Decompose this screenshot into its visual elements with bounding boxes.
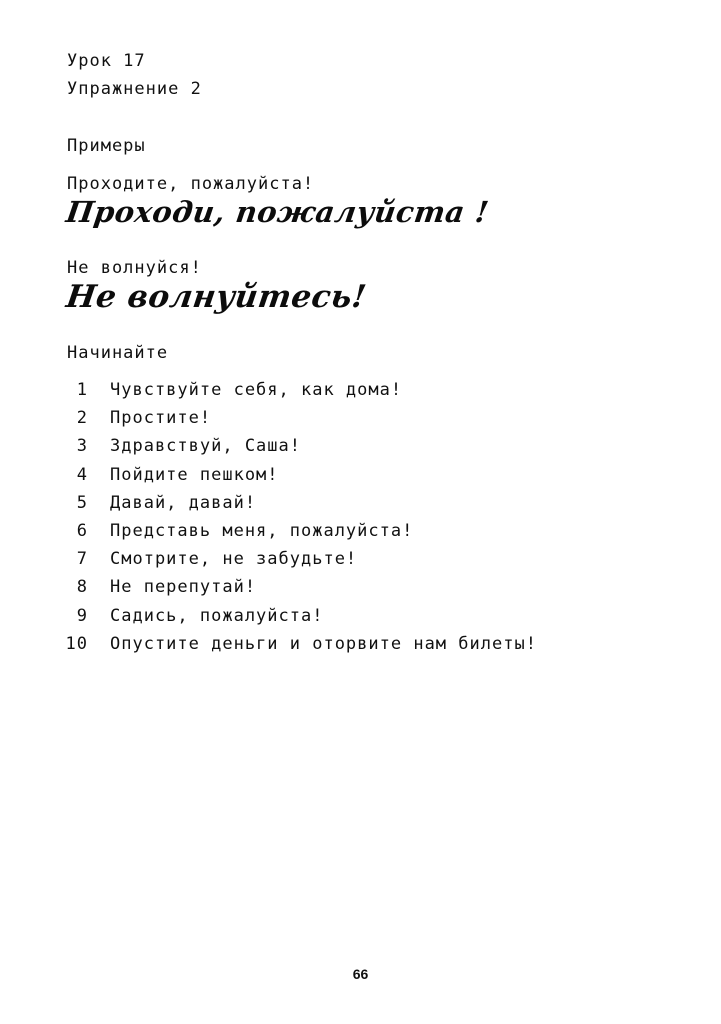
example-1-handwritten: Проходи, пожалуйста ! (64, 195, 492, 229)
item-text: Представь меня, пожалуйста! (110, 520, 414, 541)
example-2-handwritten: Не волнуйтесь! (64, 279, 369, 315)
item-number: 1 (76, 380, 88, 400)
start-heading: Начинайте (67, 343, 169, 363)
examples-heading: Примеры (67, 136, 146, 156)
item-text: Смотрите, не забудьте! (110, 549, 358, 570)
item-text: Не перепутай! (110, 577, 257, 598)
example-2-printed: Не волнуйся! (67, 258, 202, 278)
item-number: 3 (76, 436, 88, 457)
item-number: 5 (76, 492, 88, 513)
item-text: Садись, пожалуйста! (110, 605, 324, 626)
item-text: Давай, давай! (110, 492, 257, 513)
item-text: Здравствуй, Саша! (110, 436, 301, 457)
lesson-title: Урок 17 (67, 51, 146, 71)
item-number: 6 (76, 520, 88, 541)
item-number: 7 (76, 549, 88, 570)
item-number: 4 (76, 464, 88, 485)
item-text: Опустите деньги и оторвите нам билеты! (110, 633, 537, 654)
example-1-printed: Проходите, пожалуйста! (67, 174, 315, 194)
item-text: Чувствуйте себя, как дома! (110, 380, 403, 400)
item-number: 8 (76, 577, 88, 598)
exercise-title: Упражнение 2 (67, 79, 202, 99)
item-number: 2 (76, 408, 88, 429)
item-text: Простите! (110, 408, 212, 429)
page-number: 66 (352, 966, 369, 982)
item-number: 10 (65, 633, 88, 654)
item-number: 9 (76, 605, 88, 626)
item-text: Пойдите пешком! (110, 464, 279, 485)
